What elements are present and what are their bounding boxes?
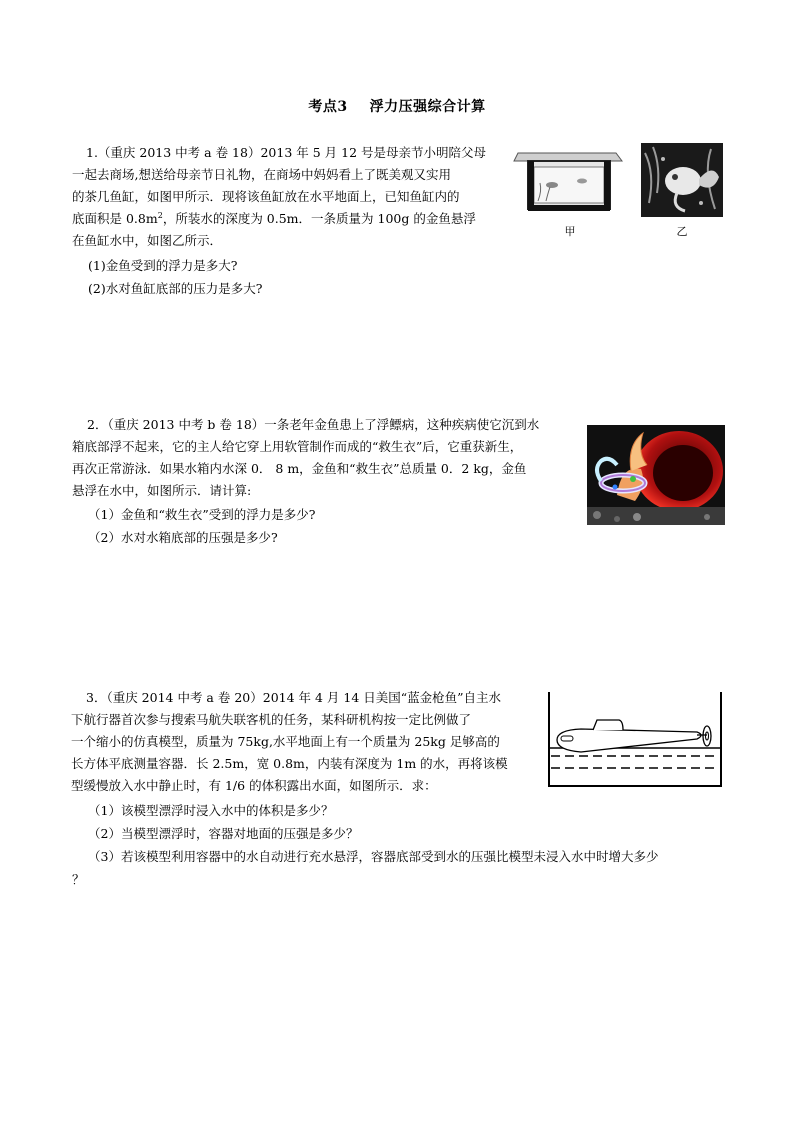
q2-subquestion-1: （1）金鱼和“救生衣”受到的浮力是多少? xyxy=(88,507,316,522)
q1-line xyxy=(72,208,486,230)
q3-line: 下航行器首次参与搜索马航失联客机的任务，某科研机构按一定比例做了 xyxy=(71,712,472,727)
q3-line: 长方体平底测量容器．长 2.5m，宽 0.8m，内装有深度为 1m 的水，再将该模 xyxy=(71,756,508,771)
title-topic-number: 考点3 xyxy=(308,99,348,115)
q3-subquestion-1: （1）该模型漂浮时浸入水中的体积是多少？ xyxy=(88,803,334,818)
q2-subquestion-2: （2）水对水箱底部的压强是多少? xyxy=(88,530,278,545)
goldfish-photo xyxy=(641,143,723,217)
question-2-text xyxy=(72,414,540,502)
fish-tank-table-image xyxy=(512,143,624,217)
q1-subquestion-1: (1)金鱼受到的浮力是多大? xyxy=(88,258,238,273)
q1-unit-exponent: 2 xyxy=(157,210,163,220)
q3-subquestion-2: （2）当模型漂浮时，容器对地面的压强是多少？ xyxy=(88,826,359,841)
q2-line: 悬浮在水中，如图所示．请计算: xyxy=(72,483,252,498)
figure-caption-a: 甲 xyxy=(564,225,576,238)
goldfish-life-jacket-photo xyxy=(587,425,725,525)
q1-line-part: 底面积是 0.8m xyxy=(72,211,158,226)
q1-line: 一起去商场,想送给母亲节日礼物，在商场中妈妈看上了既美观又实用 xyxy=(72,167,451,182)
q1-subquestion-2: (2)水对鱼缸底部的压力是多大? xyxy=(88,281,263,296)
q3-line: 型缓慢放入水中静止时，有 1/6 的体积露出水面，如图所示．求： xyxy=(71,778,437,793)
q3-line: 一个缩小的仿真模型，质量为 75kg,水平地面上有一个质量为 25kg 足够高的 xyxy=(71,734,500,749)
q1-line-part: ，所装水的深度为 0.5m．一条质量为 100g 的金鱼悬浮 xyxy=(162,211,476,226)
question-1-text xyxy=(72,142,487,252)
q1-line: 的茶几鱼缸，如图甲所示．现将该鱼缸放在水平地面上，已知鱼缸内的 xyxy=(72,189,460,204)
q1-line: 在鱼缸水中，如图乙所示． xyxy=(72,233,223,248)
q1-line: 1.（重庆 2013 中考 a 卷 18）2013 年 5 月 12 号是母亲节小明陪父母 xyxy=(86,145,487,160)
q3-subquestion-3-tail: ？ xyxy=(72,872,85,887)
submarine-container-diagram xyxy=(547,690,723,788)
q2-line: 2．（重庆 2013 中考 b 卷 18）一条老年金鱼患上了浮鳔病，这种疾病使它沉到水 xyxy=(87,417,540,432)
question-3-text xyxy=(71,687,508,797)
q2-line: 再次正常游泳．如果水箱内水深 0． 8 m，金鱼和“救生衣”总质量 0．2 kg，金鱼 xyxy=(72,461,527,476)
q2-line: 箱底部浮不起来，它的主人给它穿上用软管制作而成的“救生衣”后，它重获新生， xyxy=(72,439,523,454)
q3-subquestion-3: （3）若该模型利用容器中的水自动进行充水悬浮，容器底部受到水的压强比模型未浸入水中时增大多少 xyxy=(88,849,659,864)
figure-caption-b: 乙 xyxy=(676,225,688,238)
page-title xyxy=(0,96,794,116)
q3-line: 3．（重庆 2014 中考 a 卷 20）2014 年 4 月 14 日美国“蓝金枪鱼”自主水 xyxy=(86,690,502,705)
title-topic-name: 浮力压强综合计算 xyxy=(369,99,486,115)
